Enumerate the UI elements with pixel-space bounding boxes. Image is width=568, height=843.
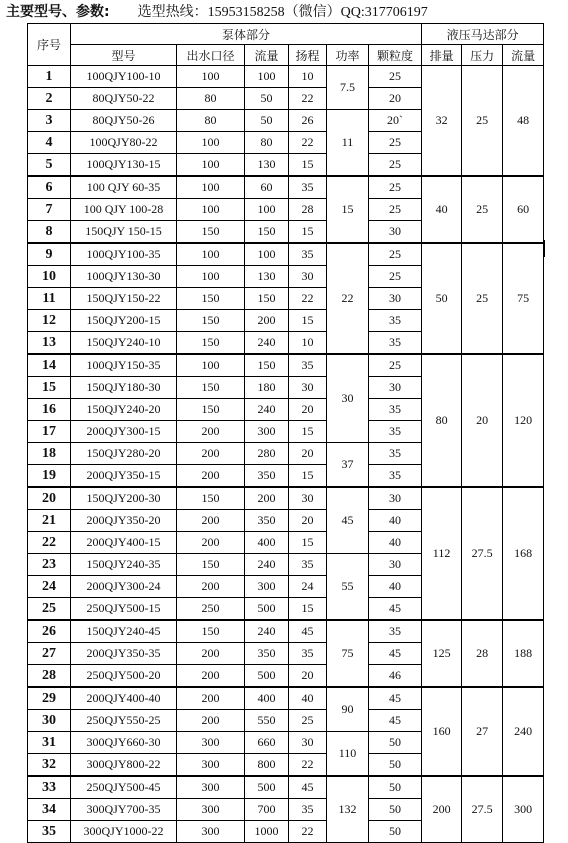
power-cell: 110 (327, 732, 369, 777)
flow-cell: 60 (245, 176, 289, 199)
pressure-cell: 25 (462, 243, 503, 354)
flow-cell: 280 (245, 443, 289, 465)
head-cell: 30 (289, 487, 327, 510)
row-index: 10 (28, 266, 71, 288)
outlet-cell: 150 (177, 554, 245, 576)
row-index: 14 (28, 354, 71, 377)
flow-cell: 200 (245, 487, 289, 510)
group-motor-header: 液压马达部分 (422, 24, 544, 45)
displacement-cell: 80 (422, 354, 462, 487)
displacement-cell: 32 (422, 66, 462, 177)
head-cell: 10 (289, 66, 327, 88)
power-cell: 22 (327, 243, 369, 354)
head-cell: 15 (289, 421, 327, 443)
row-index: 7 (28, 199, 71, 221)
row-index: 12 (28, 310, 71, 332)
model-cell: 200QJY350-15 (71, 465, 177, 488)
row-index: 21 (28, 510, 71, 532)
outlet-cell: 80 (177, 110, 245, 132)
particle-cell: 30 (369, 221, 422, 244)
particle-cell: 45 (369, 687, 422, 710)
particle-cell: 25 (369, 66, 422, 88)
row-index: 4 (28, 132, 71, 154)
head-cell: 28 (289, 199, 327, 221)
particle-cell: 25 (369, 154, 422, 177)
col-motor-flow-header: 流量 (503, 45, 544, 66)
head-cell: 22 (289, 288, 327, 310)
table-row (28, 620, 544, 643)
flow-cell: 300 (245, 576, 289, 598)
model-cell: 100QJY130-30 (71, 266, 177, 288)
head-cell: 45 (289, 620, 327, 643)
row-index: 26 (28, 620, 71, 643)
row-index: 27 (28, 643, 71, 665)
col-flow-header: 流量 (245, 45, 289, 66)
power-cell: 132 (327, 776, 369, 843)
group-pump-header: 泵体部分 (71, 24, 422, 45)
particle-cell: 50 (369, 776, 422, 799)
table-body (28, 66, 544, 843)
model-cell: 250QJY500-45 (71, 776, 177, 799)
row-index: 19 (28, 465, 71, 488)
particle-cell: 30 (369, 377, 422, 399)
outlet-cell: 300 (177, 754, 245, 777)
particle-cell: 25 (369, 199, 422, 221)
row-index: 17 (28, 421, 71, 443)
model-cell: 100QJY130-15 (71, 154, 177, 177)
flow-cell: 50 (245, 88, 289, 110)
head-cell: 35 (289, 799, 327, 821)
head-cell: 35 (289, 354, 327, 377)
row-index: 32 (28, 754, 71, 777)
outlet-cell: 300 (177, 821, 245, 843)
model-cell: 200QJY350-35 (71, 643, 177, 665)
head-cell: 15 (289, 598, 327, 621)
flow-cell: 100 (245, 66, 289, 88)
model-cell: 250QJY500-15 (71, 598, 177, 621)
outlet-cell: 150 (177, 310, 245, 332)
particle-cell: 35 (369, 310, 422, 332)
row-index: 35 (28, 821, 71, 843)
outlet-cell: 300 (177, 799, 245, 821)
head-cell: 35 (289, 643, 327, 665)
header-row-cols (28, 45, 544, 66)
model-cell: 200QJY400-15 (71, 532, 177, 554)
outlet-cell: 150 (177, 377, 245, 399)
model-cell: 200QJY350-20 (71, 510, 177, 532)
row-index: 29 (28, 687, 71, 710)
model-cell: 150QJY240-20 (71, 399, 177, 421)
outlet-cell: 150 (177, 620, 245, 643)
row-index: 33 (28, 776, 71, 799)
flow-cell: 180 (245, 377, 289, 399)
table-row (28, 354, 544, 377)
row-index: 2 (28, 88, 71, 110)
row-index: 13 (28, 332, 71, 355)
row-index: 28 (28, 665, 71, 688)
row-index: 5 (28, 154, 71, 177)
flow-cell: 500 (245, 665, 289, 688)
head-cell: 25 (289, 710, 327, 732)
particle-cell: 35 (369, 421, 422, 443)
model-cell: 80QJY50-22 (71, 88, 177, 110)
head-cell: 22 (289, 132, 327, 154)
head-cell: 22 (289, 88, 327, 110)
model-cell: 300QJY700-35 (71, 799, 177, 821)
col-particle-header: 颗粒度 (369, 45, 422, 66)
head-cell: 20 (289, 510, 327, 532)
model-cell: 250QJY500-20 (71, 665, 177, 688)
outlet-cell: 150 (177, 399, 245, 421)
table-row (28, 66, 544, 88)
pressure-cell: 20 (462, 354, 503, 487)
outlet-cell: 300 (177, 732, 245, 754)
model-cell: 150QJY240-10 (71, 332, 177, 355)
outlet-cell: 150 (177, 487, 245, 510)
particle-cell: 25 (369, 176, 422, 199)
outlet-cell: 200 (177, 687, 245, 710)
row-index: 23 (28, 554, 71, 576)
model-cell: 200QJY300-24 (71, 576, 177, 598)
flow-cell: 400 (245, 532, 289, 554)
flow-cell: 350 (245, 465, 289, 488)
page-header (6, 0, 428, 24)
col-index-header: 序号 (28, 24, 71, 66)
particle-cell: 40 (369, 532, 422, 554)
model-cell: 100 QJY 60-35 (71, 176, 177, 199)
model-cell: 200QJY300-15 (71, 421, 177, 443)
motor-flow-cell: 75 (503, 243, 544, 354)
head-cell: 15 (289, 221, 327, 244)
particle-cell: 40 (369, 576, 422, 598)
particle-cell: 25 (369, 266, 422, 288)
motor-flow-cell: 188 (503, 620, 544, 687)
head-cell: 10 (289, 332, 327, 355)
pressure-cell: 25 (462, 66, 503, 177)
col-power-header: 功率 (327, 45, 369, 66)
particle-cell: 50 (369, 732, 422, 754)
col-head-header: 扬程 (289, 45, 327, 66)
flow-cell: 150 (245, 288, 289, 310)
outlet-cell: 200 (177, 532, 245, 554)
particle-cell: 35 (369, 399, 422, 421)
particle-cell: 35 (369, 620, 422, 643)
head-cell: 30 (289, 377, 327, 399)
pressure-cell: 27 (462, 687, 503, 776)
outlet-cell: 300 (177, 776, 245, 799)
particle-cell: 46 (369, 665, 422, 688)
row-index: 9 (28, 243, 71, 266)
particle-cell: 35 (369, 332, 422, 355)
power-cell: 30 (327, 354, 369, 443)
particle-cell: 35 (369, 443, 422, 465)
head-cell: 15 (289, 465, 327, 488)
particle-cell: 50 (369, 799, 422, 821)
motor-flow-cell: 300 (503, 776, 544, 843)
particle-cell: 35 (369, 465, 422, 488)
outlet-cell: 200 (177, 576, 245, 598)
flow-cell: 150 (245, 221, 289, 244)
displacement-cell: 40 (422, 176, 462, 243)
model-cell: 100QJY80-22 (71, 132, 177, 154)
particle-cell: 45 (369, 710, 422, 732)
flow-cell: 350 (245, 643, 289, 665)
page-title: 主要型号、参数: (6, 4, 110, 20)
particle-cell: 50 (369, 754, 422, 777)
particle-cell: 20 (369, 88, 422, 110)
outlet-cell: 100 (177, 354, 245, 377)
table-row (28, 176, 544, 199)
motor-flow-cell: 60 (503, 176, 544, 243)
flow-cell: 240 (245, 620, 289, 643)
outlet-cell: 150 (177, 332, 245, 355)
head-cell: 20 (289, 399, 327, 421)
motor-flow-cell: 48 (503, 66, 544, 177)
table-row (28, 687, 544, 710)
particle-cell: 25 (369, 132, 422, 154)
flow-cell: 350 (245, 510, 289, 532)
row-index: 31 (28, 732, 71, 754)
particle-cell: 50 (369, 821, 422, 843)
outlet-cell: 100 (177, 66, 245, 88)
particle-cell: 40 (369, 510, 422, 532)
head-cell: 35 (289, 243, 327, 266)
row-index: 20 (28, 487, 71, 510)
model-cell: 80QJY50-26 (71, 110, 177, 132)
outlet-cell: 150 (177, 288, 245, 310)
particle-cell: 30 (369, 487, 422, 510)
model-cell: 100 QJY 100-28 (71, 199, 177, 221)
displacement-cell: 50 (422, 243, 462, 354)
row-index: 3 (28, 110, 71, 132)
displacement-cell: 160 (422, 687, 462, 776)
outlet-cell: 200 (177, 443, 245, 465)
flow-cell: 500 (245, 598, 289, 621)
row-index: 22 (28, 532, 71, 554)
flow-cell: 130 (245, 154, 289, 177)
model-cell: 150QJY200-15 (71, 310, 177, 332)
row-index: 15 (28, 377, 71, 399)
particle-cell: 30 (369, 288, 422, 310)
outlet-cell: 100 (177, 243, 245, 266)
flow-cell: 1000 (245, 821, 289, 843)
model-cell: 200QJY400-40 (71, 687, 177, 710)
head-cell: 15 (289, 310, 327, 332)
model-cell: 250QJY550-25 (71, 710, 177, 732)
outlet-cell: 250 (177, 598, 245, 621)
flow-cell: 550 (245, 710, 289, 732)
pressure-cell: 27.5 (462, 776, 503, 843)
col-pressure-header: 压力 (462, 45, 503, 66)
spec-table (27, 23, 544, 843)
flow-cell: 500 (245, 776, 289, 799)
table-row (28, 487, 544, 510)
head-cell: 30 (289, 732, 327, 754)
displacement-cell: 112 (422, 487, 462, 620)
motor-flow-cell: 120 (503, 354, 544, 487)
flow-cell: 150 (245, 354, 289, 377)
table-row (28, 243, 544, 266)
col-outlet-header: 出水口径 (177, 45, 245, 66)
outlet-cell: 100 (177, 176, 245, 199)
row-index: 8 (28, 221, 71, 244)
flow-cell: 80 (245, 132, 289, 154)
row-index: 24 (28, 576, 71, 598)
table-row (28, 776, 544, 799)
row-index: 25 (28, 598, 71, 621)
head-cell: 20 (289, 665, 327, 688)
row-index: 34 (28, 799, 71, 821)
text-cursor (544, 240, 545, 257)
model-cell: 300QJY800-22 (71, 754, 177, 777)
model-cell: 150QJY200-30 (71, 487, 177, 510)
power-cell: 15 (327, 176, 369, 243)
flow-cell: 300 (245, 421, 289, 443)
hotline-text: 选型热线：15953158258（微信）QQ:317706197 (137, 5, 428, 20)
power-cell: 7.5 (327, 66, 369, 110)
particle-cell: 25 (369, 354, 422, 377)
flow-cell: 240 (245, 399, 289, 421)
particle-cell: 30 (369, 554, 422, 576)
flow-cell: 240 (245, 332, 289, 355)
model-cell: 100QJY100-35 (71, 243, 177, 266)
model-cell: 150QJY240-35 (71, 554, 177, 576)
outlet-cell: 200 (177, 421, 245, 443)
head-cell: 30 (289, 266, 327, 288)
flow-cell: 100 (245, 199, 289, 221)
flow-cell: 130 (245, 266, 289, 288)
head-cell: 35 (289, 554, 327, 576)
model-cell: 300QJY660-30 (71, 732, 177, 754)
outlet-cell: 200 (177, 510, 245, 532)
row-index: 16 (28, 399, 71, 421)
motor-flow-cell: 240 (503, 687, 544, 776)
flow-cell: 240 (245, 554, 289, 576)
power-cell: 90 (327, 687, 369, 732)
power-cell: 75 (327, 620, 369, 687)
head-cell: 20 (289, 443, 327, 465)
head-cell: 24 (289, 576, 327, 598)
outlet-cell: 100 (177, 199, 245, 221)
flow-cell: 50 (245, 110, 289, 132)
model-cell: 150QJY240-45 (71, 620, 177, 643)
outlet-cell: 200 (177, 665, 245, 688)
pressure-cell: 28 (462, 620, 503, 687)
particle-cell: 20` (369, 110, 422, 132)
outlet-cell: 200 (177, 710, 245, 732)
power-cell: 11 (327, 110, 369, 177)
col-displacement-header: 排量 (422, 45, 462, 66)
head-cell: 22 (289, 821, 327, 843)
flow-cell: 660 (245, 732, 289, 754)
displacement-cell: 125 (422, 620, 462, 687)
row-index: 18 (28, 443, 71, 465)
power-cell: 55 (327, 554, 369, 621)
particle-cell: 25 (369, 243, 422, 266)
model-cell: 300QJY1000-22 (71, 821, 177, 843)
header-row-group (28, 24, 544, 45)
row-index: 1 (28, 66, 71, 88)
head-cell: 22 (289, 754, 327, 777)
model-cell: 100QJY150-35 (71, 354, 177, 377)
power-cell: 37 (327, 443, 369, 488)
head-cell: 40 (289, 687, 327, 710)
model-cell: 150QJY 150-15 (71, 221, 177, 244)
col-model-header: 型号 (71, 45, 177, 66)
row-index: 11 (28, 288, 71, 310)
outlet-cell: 100 (177, 154, 245, 177)
outlet-cell: 200 (177, 465, 245, 488)
head-cell: 26 (289, 110, 327, 132)
head-cell: 45 (289, 776, 327, 799)
head-cell: 35 (289, 176, 327, 199)
flow-cell: 100 (245, 243, 289, 266)
flow-cell: 700 (245, 799, 289, 821)
outlet-cell: 80 (177, 88, 245, 110)
outlet-cell: 150 (177, 221, 245, 244)
pressure-cell: 25 (462, 176, 503, 243)
flow-cell: 200 (245, 310, 289, 332)
flow-cell: 800 (245, 754, 289, 777)
head-cell: 15 (289, 532, 327, 554)
model-cell: 100QJY100-10 (71, 66, 177, 88)
outlet-cell: 200 (177, 643, 245, 665)
particle-cell: 45 (369, 643, 422, 665)
pressure-cell: 27.5 (462, 487, 503, 620)
particle-cell: 45 (369, 598, 422, 621)
model-cell: 150QJY280-20 (71, 443, 177, 465)
motor-flow-cell: 168 (503, 487, 544, 620)
outlet-cell: 100 (177, 132, 245, 154)
row-index: 6 (28, 176, 71, 199)
power-cell: 45 (327, 487, 369, 554)
model-cell: 150QJY180-30 (71, 377, 177, 399)
outlet-cell: 100 (177, 266, 245, 288)
model-cell: 150QJY150-22 (71, 288, 177, 310)
displacement-cell: 200 (422, 776, 462, 843)
row-index: 30 (28, 710, 71, 732)
flow-cell: 400 (245, 687, 289, 710)
head-cell: 15 (289, 154, 327, 177)
